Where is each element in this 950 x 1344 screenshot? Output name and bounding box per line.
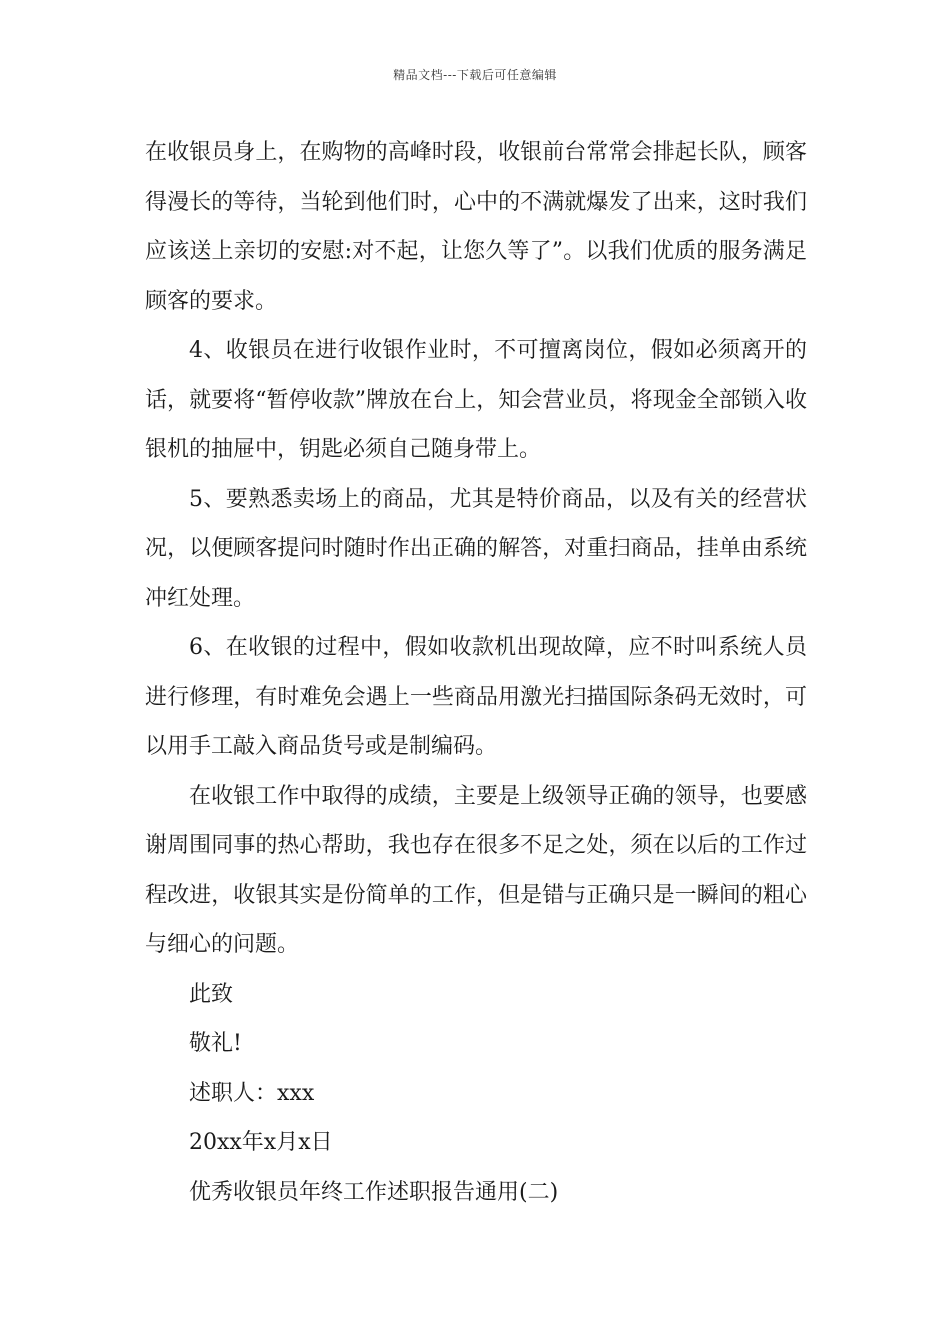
closing-regards: 敬礼! bbox=[189, 1031, 242, 1056]
paragraph-item-6: 6、在收银的过程中，假如收款机出现故障，应不时叫系统人员进行修理，有时难免会遇上一些商品用激光扫描国际条码无效时，可以用手工敲入商品货号或是制编码。 bbox=[145, 635, 807, 759]
document-body bbox=[145, 128, 807, 1217]
paragraph-item-4: 4、收银员在进行收银作业时，不可擅离岗位，假如必须离开的话，就要将“暂停收款”牌放在台上，知会营业员，将现金全部锁入收银机的抽屉中，钥匙必须自己随身带上。 bbox=[145, 338, 807, 462]
paragraph-continuation: 在收银员身上，在购物的高峰时段，收银前台常常会排起长队，顾客得漫长的等待，当轮到他们时，心中的不满就爆发了出来，这时我们应该送上亲切的安慰:对不起，让您久等了”。以我们优质的服务满足顾客的要求。 bbox=[145, 140, 807, 314]
signer-line: 述职人：xxx bbox=[189, 1080, 315, 1106]
page-header: 精品文档---下载后可任意编辑 bbox=[393, 68, 557, 82]
paragraph-item-5: 5、要熟悉卖场上的商品，尤其是特价商品，以及有关的经营状况，以便顾客提问时随时作出正确的解答，对重扫商品，挂单由系统冲红处理。 bbox=[145, 486, 807, 611]
closing-salutation: 此致 bbox=[189, 981, 234, 1007]
date-line: 20xx年x月x日 bbox=[189, 1130, 333, 1155]
next-section-title: 优秀收银员年终工作述职报告通用(二) bbox=[189, 1179, 559, 1205]
paragraph-summary: 在收银工作中取得的成绩，主要是上级领导正确的领导，也要感谢周围同事的热心帮助，我也存在很多不足之处，须在以后的工作过程改进，收银其实是份简单的工作，但是错与正确只是一瞬间的粗心与细心的问题。 bbox=[145, 783, 807, 957]
